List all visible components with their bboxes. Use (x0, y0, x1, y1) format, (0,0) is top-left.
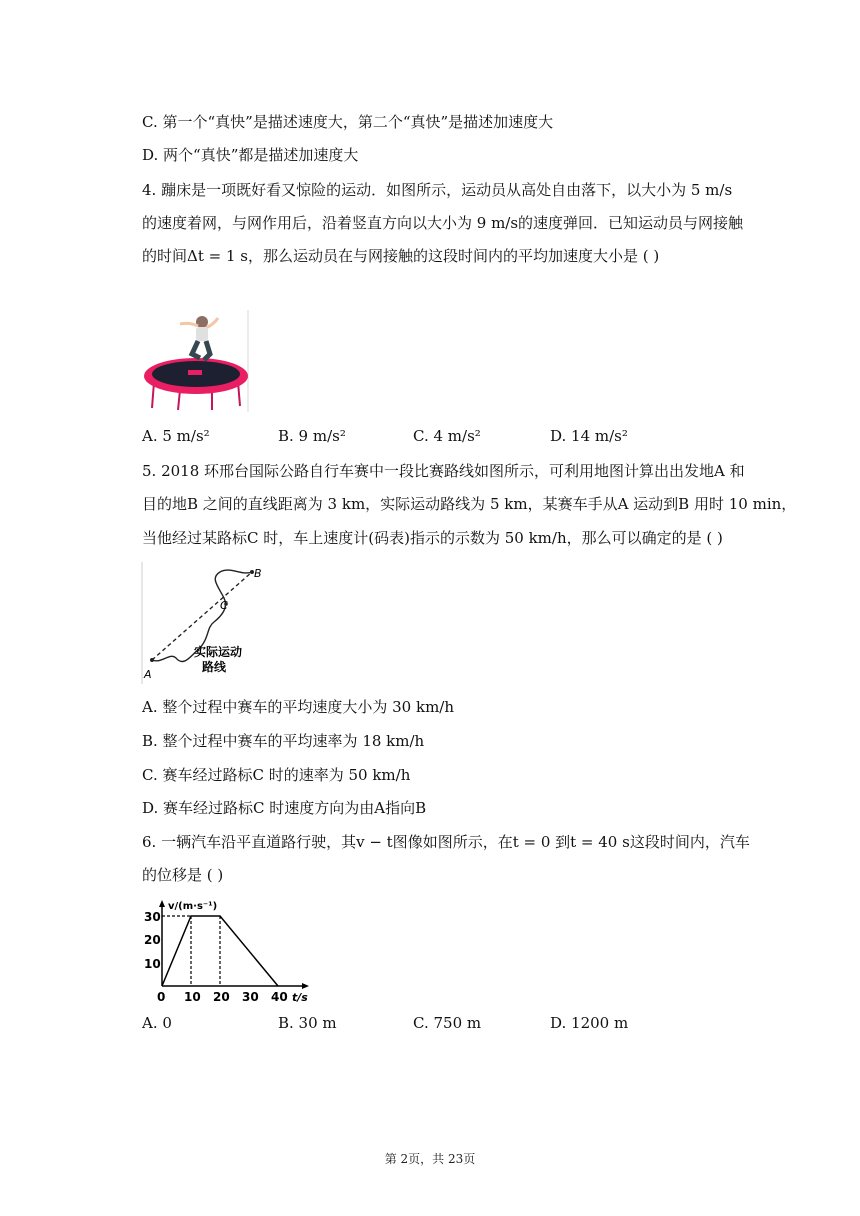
q6-option-b: B. 30 m (278, 1014, 337, 1032)
point-c-label: C (220, 599, 228, 612)
q6-stem-line2: 的位移是 ( ) (142, 866, 224, 884)
q5-stem-line2: 目的地B 之间的直线距离为 3 km，实际运动路线为 5 km，某赛车手从A 运动到B 用时 10 min， (142, 495, 797, 513)
q3-option-c: C. 第一个“真快”是描述速度大，第二个“真快”是描述加速度大 (142, 113, 554, 131)
q5-option-b: B. 整个过程中赛车的平均速率为 18 km/h (142, 732, 425, 750)
q5-option-d: D. 赛车经过路标C 时速度方向为由A指向B (142, 799, 427, 817)
x-tick-30: 30 (242, 990, 259, 1004)
point-b-label: B (254, 567, 262, 580)
q4-stem-line1: 4. 蹦床是一项既好看又惊险的运动．如图所示，运动员从高处自由落下，以大小为 5 m/s (142, 181, 733, 199)
y-tick-10: 10 (144, 957, 161, 971)
q6-option-d: D. 1200 m (550, 1014, 629, 1032)
q4-option-d: D. 14 m/s² (550, 427, 628, 445)
x-tick-20: 20 (213, 990, 230, 1004)
q6-option-a: A. 0 (142, 1014, 172, 1032)
q6-option-c: C. 750 m (413, 1014, 482, 1032)
route-figure (140, 562, 275, 684)
q4-option-a: A. 5 m/s² (142, 427, 210, 445)
q5-option-a: A. 整个过程中赛车的平均速度大小为 30 km/h (142, 698, 455, 716)
route-caption-2: 路线 (202, 660, 227, 674)
q4-option-c: C. 4 m/s² (413, 427, 481, 445)
vt-graph (140, 896, 315, 1004)
q4-option-b: B. 9 m/s² (278, 427, 346, 445)
point-a-label: A (144, 668, 152, 681)
page-footer: 第 2页，共 23页 (384, 1152, 476, 1166)
q4-stem-line2: 的速度着网，与网作用后，沿着竖直方向以大小为 9 m/s的速度弹回．已知运动员与网接触 (142, 214, 744, 232)
x-axis-label: t/s (292, 991, 308, 1004)
q3-option-d: D. 两个“真快”都是描述加速度大 (142, 146, 359, 164)
q5-option-c: C. 赛车经过路标C 时的速率为 50 km/h (142, 766, 411, 784)
q5-stem-line3: 当他经过某路标C 时，车上速度计(码表)指示的示数为 50 km/h，那么可以确定的是 ( ) (142, 529, 723, 547)
x-tick-10: 10 (184, 990, 201, 1004)
trampoline-figure (140, 310, 250, 412)
q6-stem-line1: 6. 一辆汽车沿平直道路行驶，其v − t图像如图所示，在t = 0 到t = 40 s这段时间内，汽车 (142, 833, 750, 851)
route-caption-1: 实际运动 (194, 645, 243, 659)
y-tick-20: 20 (144, 933, 161, 947)
x-tick-40: 40 (271, 990, 288, 1004)
y-tick-30: 30 (144, 910, 161, 924)
y-axis-label: v/(m·s⁻¹) (168, 901, 218, 912)
x-tick-0: 0 (157, 990, 166, 1004)
q5-stem-line1: 5. 2018 环邢台国际公路自行车赛中一段比赛路线如图所示，可利用地图计算出出发地A 和 (142, 462, 745, 480)
q4-stem-line3: 的时间Δt = 1 s，那么运动员在与网接触的这段时间内的平均加速度大小是 ( ) (142, 247, 660, 265)
